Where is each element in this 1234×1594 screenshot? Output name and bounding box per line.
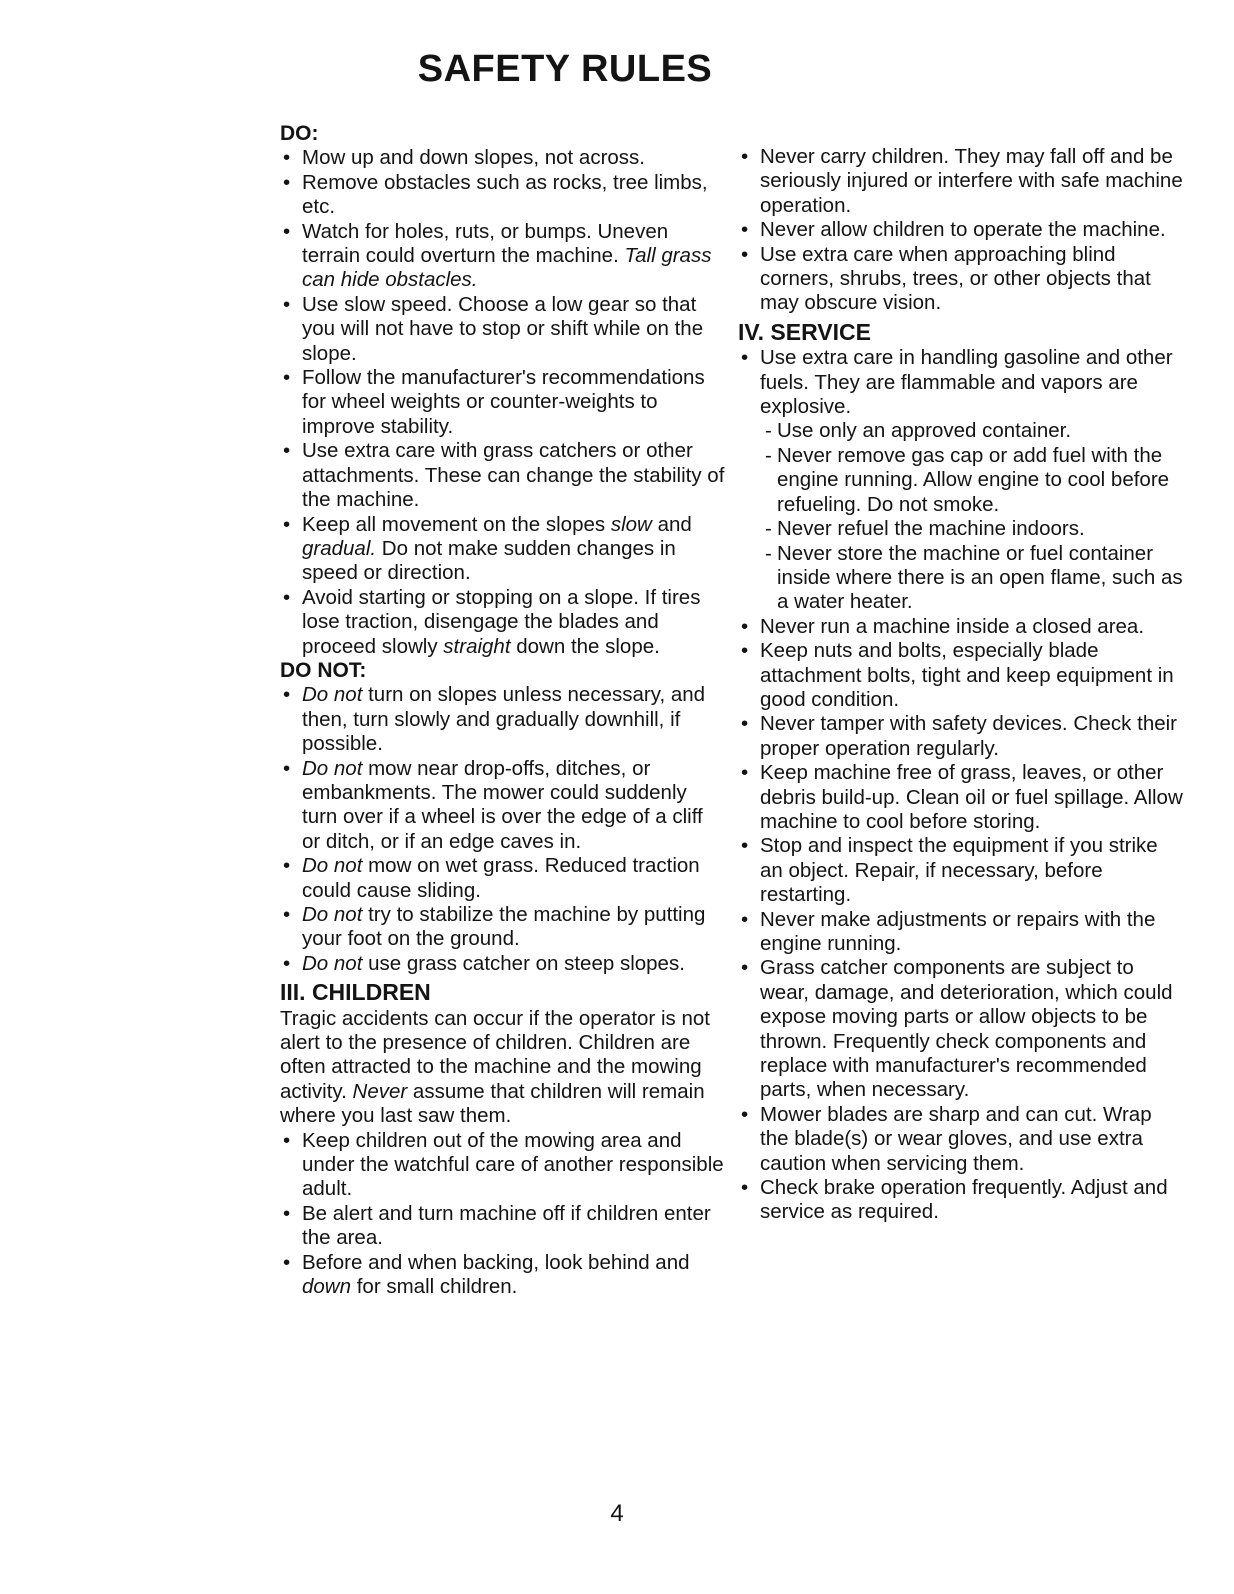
item-emphasis: Do not: [302, 854, 363, 878]
list-item: • Follow the manufacturer's recommendations for wheel weights or counter-weights to improve stability.: [280, 366, 725, 439]
sub-item: - Never refuel the machine indoors.: [765, 517, 1183, 541]
item-text: Do not make sudden changes in speed or direction.: [302, 536, 676, 585]
item-emphasis: Do not: [302, 903, 363, 926]
item-text: Tragic accidents can occur if the operator is not alert to the presence of children. Children are often attracted to the machine and the mowing activity.: [280, 1006, 710, 1103]
list-item: • Keep machine free of grass, leaves, or other debris build-up. Clean oil or fuel spillage. Allow machine to cool before storing.: [738, 761, 1183, 834]
do-heading: DO:: [280, 122, 319, 145]
item-text: Watch for holes, ruts, or bumps. Uneven terrain could overturn the machine.: [302, 219, 669, 268]
page-title: SAFETY RULES: [417, 48, 713, 90]
item-emphasis: straight: [443, 634, 511, 658]
item-emphasis: down: [302, 1275, 352, 1299]
list-item: [280, 757, 725, 855]
children-list-continued: [738, 145, 1183, 316]
list-item: • Grass catcher components are subject to wear, damage, and deterioration, which could expose moving parts or allow objects to be thrown. Frequently check components and replace with manufacturer's recommended parts, when necessary.: [738, 956, 1183, 1102]
right-column: [738, 145, 1183, 1225]
list-item: • Keep children out of the mowing area and under the watchful care of another responsible adult.: [280, 1129, 725, 1202]
sub-item: - Never remove gas cap or add fuel with the engine running. Allow engine to cool before refueling. Do not smoke.: [765, 444, 1183, 517]
list-item: • Remove obstacles such as rocks, tree limbs, etc.: [280, 171, 725, 220]
list-item: • Mower blades are sharp and can cut. Wrap the blade(s) or wear gloves, and use extra caution when servicing them.: [738, 1103, 1183, 1176]
item-emphasis: Do not: [302, 756, 363, 780]
item-text: assume that children will remain where you last saw them.: [280, 1079, 705, 1128]
item-text: Before and when backing, look behind and: [302, 1250, 690, 1274]
list-item: • Use slow speed. Choose a low gear so that you will not have to stop or shift while on the slope.: [280, 293, 725, 366]
item-text: Use extra care in handling gasoline and other fuels. They are flammable and vapors are explosive.: [760, 346, 1173, 419]
sub-item: - Never store the machine or fuel container inside where there is an open flame, such as a water heater.: [765, 542, 1183, 615]
list-item: [280, 586, 725, 659]
item-text: down the slope.: [516, 634, 660, 658]
children-intro: [280, 1007, 725, 1129]
item-text: for small children.: [356, 1275, 518, 1299]
donot-list: [280, 683, 725, 976]
list-item: • Be alert and turn machine off if children enter the area.: [280, 1202, 725, 1251]
item-text: turn on slopes unless necessary, and then, turn slowly and gradually downhill, if possible.: [302, 683, 706, 756]
list-item: [280, 1251, 725, 1300]
item-emphasis: slow: [610, 512, 652, 536]
item-text: and: [657, 512, 692, 536]
list-item: • Check brake operation frequently. Adjust and service as required.: [738, 1176, 1183, 1225]
item-text: mow near drop-offs, ditches, or embankments. The mower could suddenly turn over if a wheel is over the edge of a cliff or ditch, or if an edge caves in.: [302, 756, 703, 853]
list-item: [280, 683, 725, 756]
list-item: • Never allow children to operate the machine.: [738, 218, 1183, 242]
list-item: • Stop and inspect the equipment if you strike an object. Repair, if necessary, before restarting.: [738, 834, 1183, 907]
item-emphasis: Do not: [302, 951, 363, 975]
children-list: [280, 1129, 725, 1300]
item-text: try to stabilize the machine by putting your foot on the ground.: [302, 903, 706, 951]
sub-item: - Use only an approved container.: [765, 419, 1183, 443]
item-emphasis: gradual.: [302, 536, 377, 560]
children-heading: III. CHILDREN: [280, 979, 431, 1006]
item-emphasis: Never: [352, 1079, 408, 1103]
list-item: • Use extra care with grass catchers or other attachments. These can change the stability of the machine.: [280, 439, 725, 512]
page-number: 4: [610, 1500, 624, 1527]
left-column: [280, 122, 725, 1300]
list-item: • Mow up and down slopes, not across.: [280, 146, 725, 170]
list-item: [280, 952, 725, 976]
list-item: • Use extra care when approaching blind corners, shrubs, trees, or other objects that may obscure vision.: [738, 243, 1183, 316]
service-list: [738, 346, 1183, 1225]
list-item: [280, 513, 725, 586]
list-item: • Never tamper with safety devices. Check their proper operation regularly.: [738, 712, 1183, 761]
list-item: • Never make adjustments or repairs with the engine running.: [738, 908, 1183, 957]
list-item: • Never run a machine inside a closed area.: [738, 615, 1183, 639]
list-item: [280, 903, 725, 952]
list-item: [280, 220, 725, 293]
list-item: [280, 854, 725, 903]
item-emphasis: Do not: [302, 683, 363, 707]
item-text: Keep all movement on the slopes: [302, 512, 606, 536]
fuel-sublist: [760, 419, 1183, 614]
list-item: • Never carry children. They may fall off and be seriously injured or interfere with safe machine operation.: [738, 145, 1183, 218]
list-item: • Keep nuts and bolts, especially blade attachment bolts, tight and keep equipment in good condition.: [738, 639, 1183, 712]
service-heading: IV. SERVICE: [738, 318, 871, 345]
donot-heading: DO NOT:: [280, 658, 367, 682]
item-emphasis: Tall grass can hide obstacles.: [302, 244, 712, 292]
item-text: use grass catcher on steep slopes.: [368, 951, 685, 975]
list-item: [738, 346, 1183, 614]
item-text: Avoid starting or stopping on a slope. If tires lose traction, disengage the blades and proceed slowly: [302, 585, 701, 658]
item-text: mow on wet grass. Reduced traction could cause sliding.: [302, 854, 700, 902]
do-list: [280, 146, 725, 659]
